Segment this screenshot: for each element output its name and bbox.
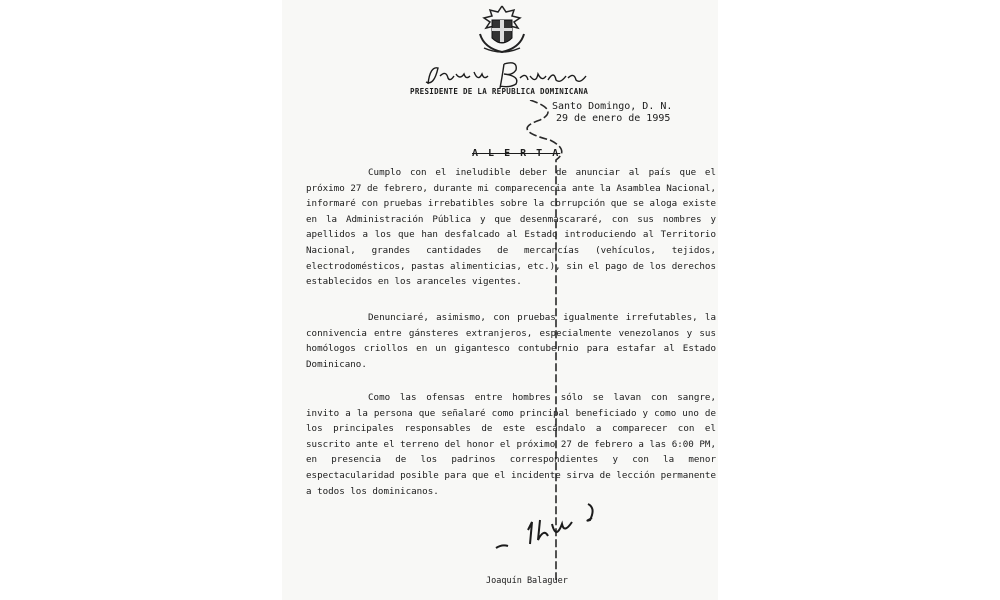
paragraph-1-text: Cumplo con el ineludible deber de anunciar al país que el próximo 27 de febrero, durante mi comparecencia ante la Asamblea Nacional, informaré con pruebas irrebatibles sobre la corrupción que se aloga existe en la Administración Pública y que desenmascararé, con sus nombres y apellidos a los que han desfalcado al Estado introduciendo al Territorio Nacional, grandes cantidades de mercancías (vehículos, tejidos, electrodomésticos, pastas alimenticias, etc.), sin el pago de los derechos establecidos en los aranceles vigentes. (306, 167, 716, 288)
signer-name: Joaquín Balaguer (486, 576, 568, 586)
date-line: 29 de enero de 1995 (556, 113, 671, 124)
document-heading: A L E R T A (472, 148, 561, 159)
city-line: Santo Domingo, D. N. (552, 101, 673, 112)
office-title: PRESIDENTE DE LA REPUBLICA DOMINICANA (410, 87, 589, 96)
paragraph-3-text: Como las ofensas entre hombres sólo se lavan con sangre, invito a la persona que señalaré como principal beneficiado y como uno de los principales responsables de este escándalo a comparecer con el suscrito ante el terreno del honor el próximo 27 de febrero a las 6:00 PM, en presencia de los padrinos correspondientes y con la menor espectacularidad posible para que el incidente sirva de lección permanente a todos los dominicanos. (306, 392, 716, 497)
coat-of-arms-seal (474, 4, 530, 56)
closing-signature (492, 500, 612, 560)
paragraph-2-text: Denunciaré, asimismo, con pruebas igualmente irrefutables, la connivencia entre gánsteres extranjeros, especialmente venezolanos y sus homólogos criollos en un gigantesco contubernio para estafar al Estado Dominicano. (306, 312, 716, 370)
